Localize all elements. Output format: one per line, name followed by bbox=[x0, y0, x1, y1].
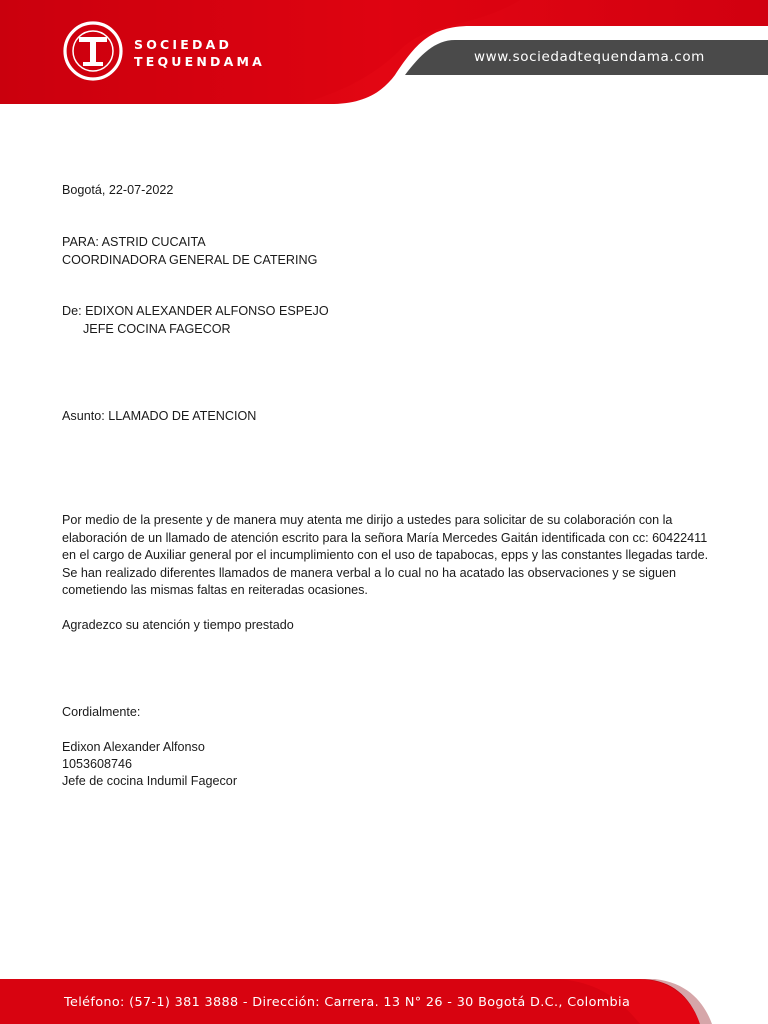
signer-name: Edixon Alexander Alfonso bbox=[62, 740, 205, 754]
sender-role: JEFE COCINA FAGECOR bbox=[83, 322, 231, 336]
letterhead-footer bbox=[0, 975, 768, 1024]
letterhead-header bbox=[0, 0, 768, 110]
closing-line: Cordialmente: bbox=[62, 705, 141, 719]
brand-line-2: TEQUENDAMA bbox=[134, 54, 266, 69]
brand-line-1: SOCIEDAD bbox=[134, 37, 233, 52]
footer-contact: Teléfono: (57-1) 381 3888 - Dirección: Carrera. 13 N° 26 - 30 Bogotá D.C., Colombia bbox=[64, 995, 631, 1010]
recipient-line: PARA: ASTRID CUCAITA bbox=[62, 235, 206, 249]
thanks-line: Agradezco su atención y tiempo prestado bbox=[62, 618, 294, 632]
signer-id: 1053608746 bbox=[62, 757, 133, 771]
letter-subject: Asunto: LLAMADO DE ATENCION bbox=[62, 409, 257, 423]
letter-date: Bogotá, 22-07-2022 bbox=[62, 183, 174, 197]
letter-paragraph: Por medio de la presente y de manera muy atenta me dirijo a ustedes para solicitar de su colaboración con la elaboración de un llamado de atención escrito para la señora María Mercedes Gaitán identificada con cc: 60422411 en el cargo de Auxiliar general por el incumplimiento con el uso de tapabocas, epps y las constantes llegadas tarde. Se han realizado diferentes llamados de manera verbal a lo cual no ha acatado las observaciones y se siguen cometiendo las mismas faltas en reiteradas ocasiones. bbox=[62, 513, 709, 597]
recipient-role: COORDINADORA GENERAL DE CATERING bbox=[62, 253, 318, 267]
brand-name bbox=[134, 36, 265, 70]
tequendama-logo-icon bbox=[62, 20, 124, 82]
website-link[interactable]: www.sociedadtequendama.com bbox=[474, 49, 705, 65]
signer-title: Jefe de cocina Indumil Fagecor bbox=[62, 774, 238, 788]
sender-line: De: EDIXON ALEXANDER ALFONSO ESPEJO bbox=[62, 304, 329, 318]
